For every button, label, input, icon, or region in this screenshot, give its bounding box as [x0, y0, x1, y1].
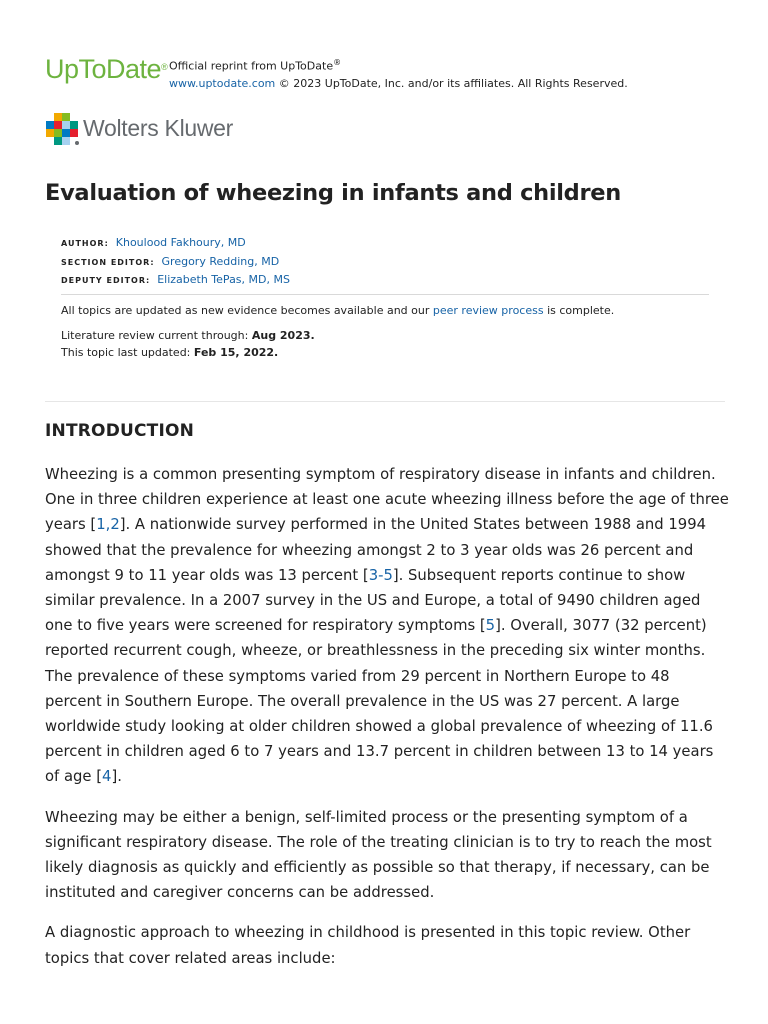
- deputy-editor-link[interactable]: Elizabeth TePas, MD, MS: [157, 273, 290, 286]
- uptodate-logo[interactable]: UpToDate®: [45, 54, 168, 84]
- wolters-kluwer-logo[interactable]: [45, 112, 305, 146]
- literature-review-date: Literature review current through: Aug 2023.: [61, 329, 315, 342]
- credit-section-editor: SECTION EDITOR: Gregory Redding, MD: [61, 254, 280, 268]
- credit-deputy-editor: DEPUTY EDITOR: Elizabeth TePas, MD, MS: [61, 273, 290, 286]
- divider: [45, 401, 725, 402]
- paragraph-related-topics: A diagnostic approach to wheezing in childhood is presented in this topic review. Other topics that cover related areas include:: [45, 924, 691, 967]
- paragraph-text: ]. Subsequent reports continue to show similar prevalence. In a 2007 survey in the US and Europe, a total of 9490 children aged one to five years were screened for respiratory symptoms [: [45, 566, 701, 635]
- reference-link[interactable]: 5: [485, 617, 496, 635]
- credit-author: AUTHOR: Khoulood Fakhoury, MD: [61, 236, 246, 249]
- credit-role: SECTION EDITOR: [61, 257, 151, 267]
- wolters-kluwer-wordmark: Wolters Kluwer: [83, 115, 234, 141]
- article-credits: [61, 234, 290, 290]
- reference-link[interactable]: 3-5: [368, 566, 393, 584]
- wolters-kluwer-mosaic-icon: [45, 112, 79, 146]
- credit-role: DEPUTY EDITOR: [61, 276, 146, 285]
- update-status: [61, 302, 614, 361]
- reference-link[interactable]: 1,2: [96, 516, 120, 534]
- divider: [61, 294, 709, 295]
- section-editor-link[interactable]: Gregory Redding, MD: [161, 254, 280, 268]
- section-heading: INTRODUCTION: [45, 421, 195, 441]
- paragraph-intro: [45, 462, 729, 790]
- author-link[interactable]: Khoulood Fakhoury, MD: [115, 236, 246, 249]
- registered-mark: ®: [333, 58, 342, 67]
- paragraph-role: Wheezing may be either a benign, self-limited process or the presenting symptom of a significant respiratory disease. The role of the treating clinician is to try to reach the most likely diagnosis as quickly and efficiently as possible so that therapy, if necessary, can be instituted and caregiver concerns can be addressed.: [45, 808, 712, 902]
- last-updated-date: This topic last updated: Feb 15, 2022.: [61, 346, 279, 359]
- reprint-header: [45, 52, 735, 92]
- article-body: [45, 462, 729, 986]
- uptodate-site-link[interactable]: www.uptodate.com: [169, 76, 276, 90]
- paragraph-text: ].: [111, 768, 122, 786]
- peer-review-link[interactable]: peer review process: [432, 304, 544, 317]
- credit-role: AUTHOR: [61, 239, 105, 248]
- paragraph-text: Wheezing is a common presenting symptom of respiratory disease in infants and children. One in three children experience at least one acute wheezing illness before the age of three years [: [45, 466, 729, 534]
- reprint-text: Official reprint from UpToDate: [169, 59, 334, 73]
- paragraph-text: ]. A nationwide survey performed in the United States between 1988 and 1994 showed that the prevalence for wheezing amongst 2 to 3 year olds was 26 percent and amongst 9 to 11 year olds was 13 percent [: [45, 516, 707, 584]
- reprint-notice: [169, 54, 628, 92]
- update-note: All topics are updated as new evidence becomes available and our peer review process is complete.: [61, 304, 615, 317]
- page-title: Evaluation of wheezing in infants and children: [45, 180, 621, 206]
- paragraph-text: ]. Overall, 3077 (32 percent) reported recurrent cough, wheeze, or breathlessness in the preceding six winter months. The prevalence of these symptoms varied from 29 percent in Northern Europe to 48 percent in Southern Europe. The overall prevalence in the US was 27 percent. A large worldwide study looking at older children showed a global prevalence of wheezing of 11.6 percent in children aged 6 to 7 years and 13.7 percent in children between 13 to 14 years of age [: [45, 617, 714, 786]
- copyright-text: © 2023 UpToDate, Inc. and/or its affiliates. All Rights Reserved.: [275, 76, 628, 90]
- reference-link[interactable]: 4: [102, 768, 112, 786]
